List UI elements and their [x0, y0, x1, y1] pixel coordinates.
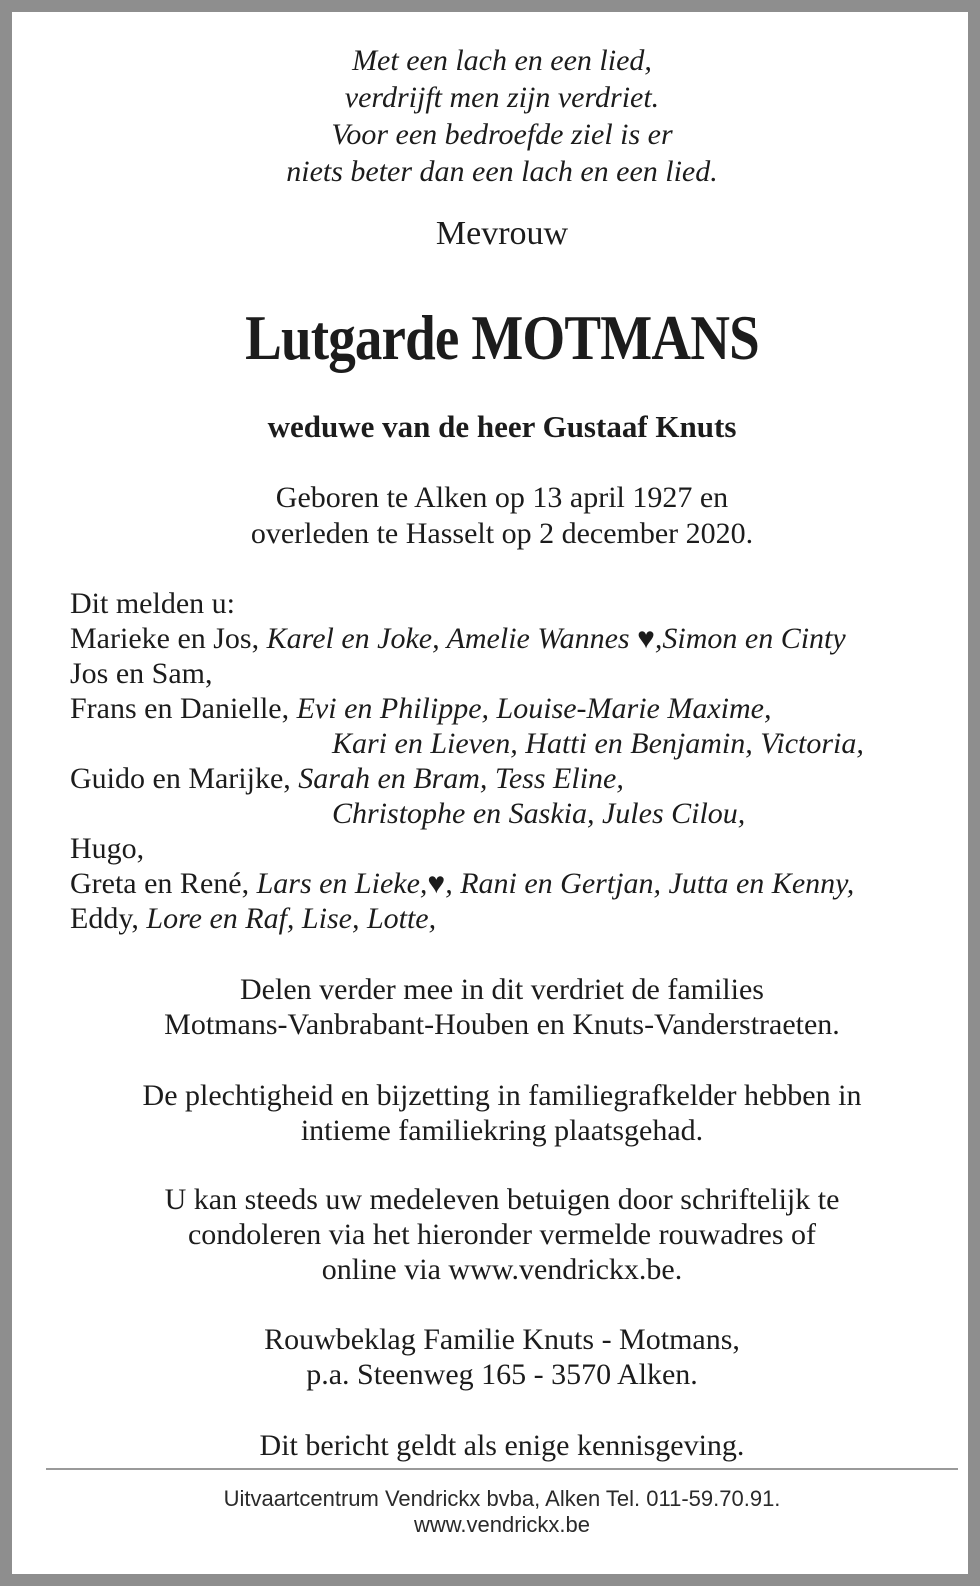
condolences-paragraph: [24, 1182, 980, 1287]
family-row-grandchildren: Lars en Lieke,♥, Rani en Gertjan, Jutta en Kenny,: [256, 867, 855, 900]
poem-line: Voor een bedroefde ziel is er: [331, 118, 673, 151]
poem-line: niets beter dan een lach en een lied.: [286, 155, 718, 188]
family-list: [70, 586, 950, 936]
family-row-grandchildren: Lore en Raf, Lise, Lotte,: [146, 902, 437, 935]
family-row: [70, 901, 950, 936]
funeral-home-footer: [24, 1486, 980, 1538]
paragraph-line: De plechtigheid en bijzetting in familiegrafkelder hebben in: [142, 1079, 862, 1112]
family-row-grandchildren: Karel en Joke, Amelie Wannes ♥,Simon en Cinty: [266, 622, 846, 655]
widow-line: weduwe van de heer Gustaaf Knuts: [267, 409, 737, 444]
family-row-children: Eddy,: [70, 902, 147, 935]
poem-line: Met een lach en een lied,: [352, 44, 652, 77]
family-row: [70, 691, 950, 726]
paragraph-line: Rouwbeklag Familie Knuts - Motmans,: [264, 1323, 740, 1356]
family-row-children: Jos en Sam,: [70, 657, 213, 690]
birth-line: Geboren te Alken op 13 april 1927 en: [275, 481, 729, 514]
paragraph-line: intieme familiekring plaatsgehad.: [300, 1114, 704, 1147]
family-row: [70, 621, 950, 656]
paragraph-line: Delen verder mee in dit verdriet de families: [240, 973, 764, 1006]
family-row-children: Frans en Danielle,: [70, 692, 297, 725]
family-row-children: Greta en René,: [70, 867, 257, 900]
family-intro: Dit melden u:: [70, 587, 235, 620]
family-row-grandchildren: Evi en Philippe, Louise-Marie Maxime,: [296, 692, 772, 725]
family-row-grandchildren: Kari en Lieven, Hatti en Benjamin, Victoria,: [332, 727, 864, 760]
footer-divider: [46, 1468, 958, 1470]
family-row: [70, 831, 950, 866]
deceased-name: Lutgarde MOTMANS: [245, 302, 759, 373]
family-row: [70, 796, 950, 831]
paragraph-line: p.a. Steenweg 165 - 3570 Alken.: [306, 1358, 698, 1391]
ceremony-paragraph: [24, 1078, 980, 1148]
paragraph-line: Motmans-Vanbrabant-Houben en Knuts-Vanderstraeten.: [164, 1008, 840, 1041]
poem-line: verdrijft men zijn verdriet.: [344, 81, 660, 114]
address-paragraph: [24, 1322, 980, 1392]
honorific-title: Mevrouw: [435, 215, 569, 252]
family-row-children: Guido en Marijke,: [70, 762, 299, 795]
family-row: [70, 656, 950, 691]
paragraph-line: condoleren via het hieronder vermelde rouwadres of: [187, 1218, 817, 1251]
families-paragraph: [24, 972, 980, 1042]
family-row-grandchildren: Christophe en Saskia, Jules Cilou,: [332, 797, 746, 830]
paragraph-line: U kan steeds uw medeleven betuigen door schriftelijk te: [164, 1183, 840, 1216]
family-row-children: Marieke en Jos,: [70, 622, 267, 655]
obituary-content: [24, 24, 980, 1586]
family-row: [70, 866, 950, 901]
birth-death-dates: [24, 480, 980, 552]
death-line: overleden te Hasselt op 2 december 2020.: [250, 517, 754, 550]
family-row-grandchildren: Sarah en Bram, Tess Eline,: [298, 762, 624, 795]
notice-line: Dit bericht geldt als enige kennisgeving.: [259, 1429, 745, 1462]
paragraph-line: online via www.vendrickx.be.: [321, 1253, 683, 1286]
poem: [24, 42, 980, 190]
funeral-home-contact: Uitvaartcentrum Vendrickx bvba, Alken Tel. 011-59.70.91.: [223, 1486, 781, 1511]
family-row-children: Hugo,: [70, 832, 145, 865]
family-row: [70, 761, 950, 796]
funeral-home-website: www.vendrickx.be: [413, 1512, 591, 1537]
family-row: [70, 726, 950, 761]
